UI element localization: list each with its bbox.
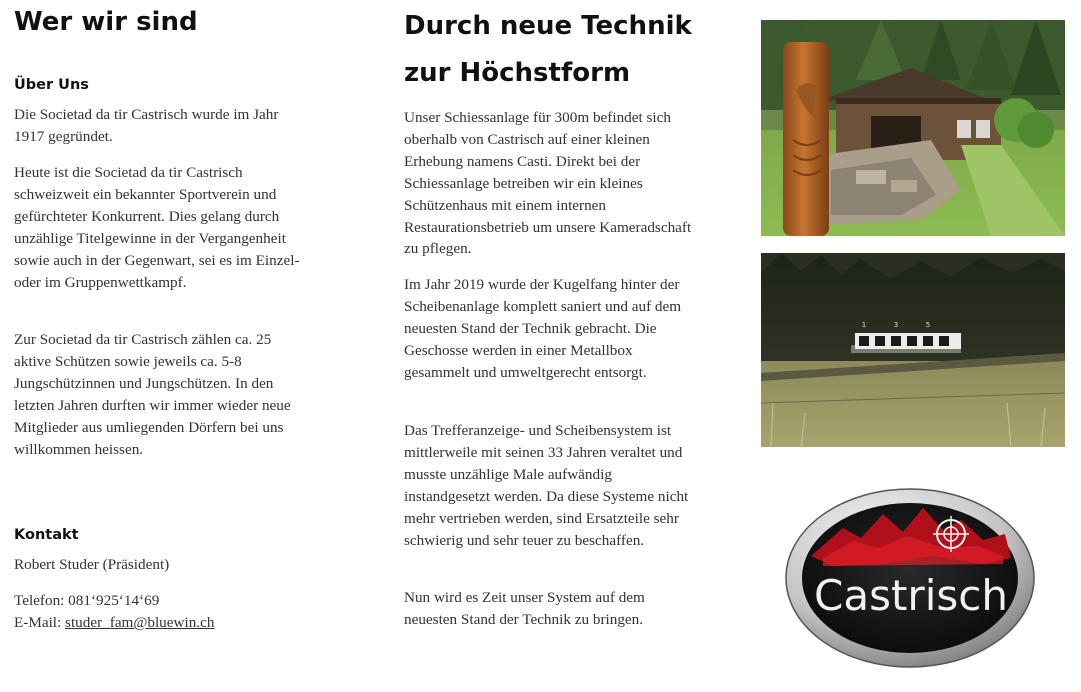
section-title-technology: Durch neue Technik zur Höchstform bbox=[404, 11, 692, 88]
photo-shooting-house-image bbox=[761, 20, 1065, 236]
target-number-3: 3 bbox=[893, 321, 899, 329]
photo-shooting-house bbox=[761, 20, 1065, 236]
contact-email-link[interactable]: studer_fam@bluewin.ch bbox=[65, 614, 215, 631]
technology-paragraph-1: Unser Schiessanlage für 300m befindet sich oberhalb von Castrisch auf einer kleinen Erhebung namens Casti. Direkt bei der Schiessanlage betreiben wir ein kleines Schützenhaus mit einem internen Restaurationsbetrieb um unsere Kameradschaft zu pflegen. bbox=[404, 109, 692, 258]
logo-text: Castrisch bbox=[814, 571, 1008, 620]
technology-paragraph-2: Im Jahr 2019 wurde der Kugelfang hinter der Scheibenanlage komplett saniert und auf dem neuesten Stand der Technik gebracht. Die Geschosse werden in einer Metallbox gesammelt und umweltgerecht entsorgt. bbox=[404, 276, 682, 381]
target-number-5: 5 bbox=[925, 321, 931, 329]
contact-email-label: E-Mail: bbox=[14, 614, 66, 631]
castrisch-logo bbox=[783, 486, 1037, 670]
photo-target-range bbox=[761, 253, 1065, 447]
photo-target-range-image bbox=[761, 253, 1065, 447]
contact-email-line bbox=[14, 612, 309, 634]
castrisch-logo-image bbox=[783, 486, 1037, 670]
about-paragraph-2: Heute ist die Societad da tir Castrisch schweizweit ein bekannter Sportverein und gefürchteter Konkurrent. Dies gelang durch unzählige Titelgewinne in der Vergangenheit sowie auch in der Gegenwart, sei es im Einzel- oder im Gruppenwettkampf. bbox=[14, 164, 300, 291]
technology-paragraph-4: Nun wird es Zeit unser System auf dem neuesten Stand der Technik zu bringen. bbox=[404, 589, 645, 628]
about-paragraph-3: Zur Societad da tir Castrisch zählen ca. 25 aktive Schützen sowie jeweils ca. 5-8 Jungschützinnen und Jungschützen. In den letzten Jahren durften wir immer wieder neue Mitglieder aus umliegenden Dörfern bei uns willkommen heissen. bbox=[14, 331, 291, 458]
contact-heading: Kontakt bbox=[14, 527, 79, 543]
contact-name: Robert Studer (Präsident) bbox=[14, 556, 170, 573]
about-paragraph-1: Die Societad da tir Castrisch wurde im Jahr 1917 gegründet. bbox=[14, 106, 279, 145]
about-heading: Über Uns bbox=[14, 77, 89, 93]
section-title-who-we-are: Wer wir sind bbox=[14, 7, 198, 37]
contact-phone: Telefon: 081‘925‘14‘69 bbox=[14, 592, 160, 609]
target-number-1: 1 bbox=[861, 321, 867, 329]
technology-paragraph-3: Das Trefferanzeige- und Scheibensystem ist mittlerweile mit seinen 33 Jahren veraltet und musste unzählige Male aufwändig instandgesetzt werden. Da diese Systeme nicht mehr vertrieben werden, sind Ersatzteile sehr schwierig und sehr teuer zu beschaffen. bbox=[404, 422, 689, 549]
